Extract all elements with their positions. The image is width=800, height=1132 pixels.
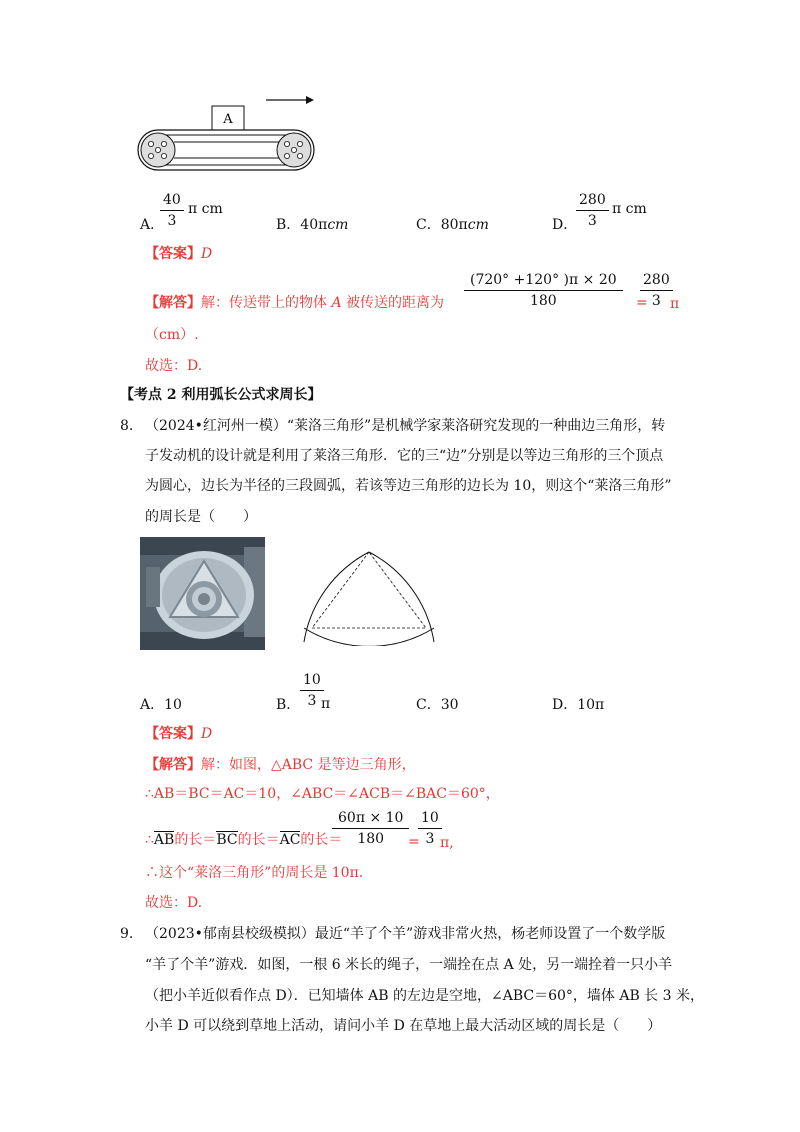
option-value: 10 xyxy=(164,697,182,713)
q8-option-c xyxy=(416,694,459,714)
arc-ab: AB xyxy=(153,832,175,848)
q8-solution-line-4: ∴这个“莱洛三角形”的周长是 10π. xyxy=(145,865,364,881)
q8-number: 8. xyxy=(120,418,134,434)
unit: π cm xyxy=(612,201,647,217)
solution-text: 解：传送带上的物体 xyxy=(201,295,332,311)
answer-value: D xyxy=(201,726,213,742)
q7-option-b xyxy=(276,214,348,234)
solution-text: 解：如图，△ABC 是等边三角形， xyxy=(201,757,416,773)
equals-sign: = xyxy=(636,295,648,311)
q8-option-d xyxy=(552,694,604,714)
answer-label: 【答案】 xyxy=(145,726,201,742)
option-value: 80π xyxy=(440,217,468,233)
option-value: 40π xyxy=(300,217,328,233)
q8-line-2: 子发动机的设计就是利用了莱洛三角形．它的三“边”分别是以等边三角形的三个顶点 xyxy=(145,448,664,464)
arc-ac: AC xyxy=(279,832,301,848)
q7-unit-line: （cm）. xyxy=(145,327,199,343)
option-value: 30 xyxy=(440,697,459,713)
numerator: 40 xyxy=(160,190,184,211)
option-letter: A． xyxy=(140,217,165,233)
section-heading: 【考点 2 利用弧长公式求周长】 xyxy=(120,387,322,403)
option-letter: A． xyxy=(140,697,165,713)
arc-length-word: 的长＝ xyxy=(174,832,217,848)
solution-var: A xyxy=(331,295,342,311)
denominator: 3 xyxy=(425,831,435,847)
option-letter: D． xyxy=(552,697,578,713)
q8-result-fraction xyxy=(418,808,442,849)
q7-answer xyxy=(145,244,212,264)
q8-line-3: 为圆心，边长为半径的三段圆弧，若该等边三角形的边长为 10，则这个“莱洛三角形” xyxy=(145,478,672,494)
numerator: 10 xyxy=(300,670,324,691)
denominator: 3 xyxy=(587,213,597,229)
unit: cm xyxy=(327,217,349,233)
denominator: 180 xyxy=(357,831,385,847)
option-letter: C． xyxy=(416,217,441,233)
option-letter: B． xyxy=(276,697,301,713)
q9-line-1: （2023•郁南县校级模拟）最近“羊了个羊”游戏非常火热，杨老师设置了一个数学版 xyxy=(145,926,666,942)
q7-solution-line xyxy=(145,293,444,313)
q7-option-c xyxy=(416,214,489,234)
option-letter: B． xyxy=(276,217,301,233)
q8-formula-fraction xyxy=(332,808,409,849)
denominator: 3 xyxy=(307,693,317,709)
q7-result-fraction xyxy=(640,270,673,311)
reuleaux-triangle-figure xyxy=(296,548,442,646)
unit: π xyxy=(321,696,331,712)
numerator: 10 xyxy=(418,808,442,829)
option-letter: C． xyxy=(416,697,441,713)
result-unit: π xyxy=(670,296,680,312)
arc-length-word: 的长＝ xyxy=(237,832,280,848)
solution-text: 被传送的距离为 xyxy=(341,295,445,311)
equals-sign: = xyxy=(408,834,420,850)
numerator: (720° +120° )π × 20 xyxy=(464,270,623,291)
q8-solution-line-3 xyxy=(145,830,342,850)
numerator: 60π × 10 xyxy=(332,808,409,829)
q7-conclusion: 故选：D. xyxy=(145,358,203,374)
numerator: 280 xyxy=(576,190,609,211)
conveyor-belt-figure xyxy=(134,92,324,174)
denominator: 3 xyxy=(651,293,661,309)
option-letter: D． xyxy=(552,217,578,233)
result-unit: π, xyxy=(440,835,454,851)
q9-line-4: 小羊 D 可以绕到草地上活动，请问小羊 D 在草地上最大活动区域的周长是（ ） xyxy=(145,1018,662,1034)
q8-line-4: 的周长是（ ） xyxy=(145,509,257,525)
fraction xyxy=(160,190,184,231)
q9-line-3: （把小羊近似看作点 D）．已知墙体 AB 的左边是空地，∠ABC＝60°，墙体 AB 长 3 米， xyxy=(145,988,704,1004)
q8-option-a xyxy=(140,694,182,714)
rotary-engine-photo xyxy=(140,537,265,650)
unit: π cm xyxy=(188,201,223,217)
arc-bc: BC xyxy=(216,832,238,848)
fraction xyxy=(576,190,609,231)
q9-number: 9. xyxy=(120,926,134,942)
therefore-sign: ∴ xyxy=(145,832,154,848)
q8-line-1: （2024•红河州一模）“莱洛三角形”是机械学家莱洛研究发现的一种曲边三角形，转 xyxy=(145,418,666,434)
denominator: 3 xyxy=(167,213,177,229)
q8-solution-line-2: ∴AB＝BC＝AC＝10，∠ABC＝∠ACB＝∠BAC＝60°， xyxy=(145,786,500,802)
answer-value: D xyxy=(201,246,213,262)
solution-label: 【解答】 xyxy=(145,757,201,773)
solution-label: 【解答】 xyxy=(145,295,201,311)
option-value: 10π xyxy=(577,697,605,713)
q8-conclusion: 故选：D. xyxy=(145,895,203,911)
answer-label: 【答案】 xyxy=(145,246,201,262)
q8-answer xyxy=(145,724,212,744)
denominator: 180 xyxy=(529,293,557,309)
q8-solution-line-1 xyxy=(145,755,416,775)
arc-length-word: 的长＝ xyxy=(300,832,343,848)
q9-line-2: “羊了个羊”游戏．如图，一根 6 米长的绳子，一端拴在点 A 处，另一端拴着一只小羊 xyxy=(145,957,673,973)
unit: cm xyxy=(467,217,489,233)
block-label: A xyxy=(223,112,233,127)
q7-solution-fraction xyxy=(464,270,623,311)
numerator: 280 xyxy=(640,270,673,291)
